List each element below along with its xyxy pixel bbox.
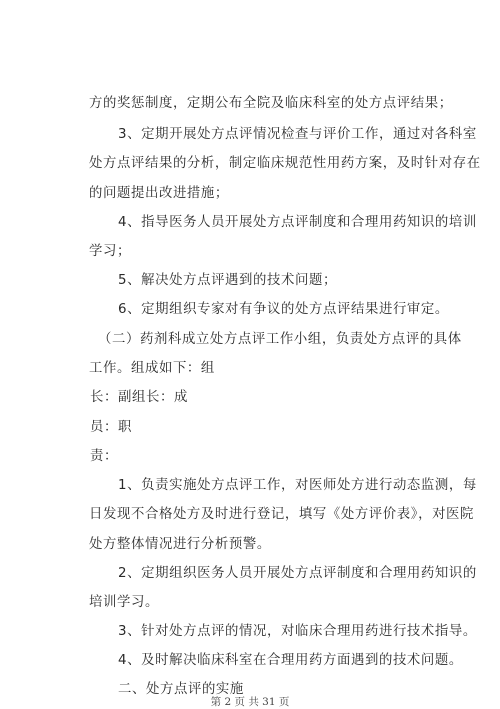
text-line: 4、及时解决临床科室在合理用药方面遇到的技术问题。 (118, 653, 463, 668)
text-line: 3、定期开展处方点评情况检查与评价工作，通过对各科室 (118, 127, 477, 142)
text-line: 责： (90, 449, 118, 464)
page-footer: 第 2 页 共 31 页 (210, 696, 290, 708)
text-line: 2、定期组织医务人员开展处方点评制度和合理用药知识的 (118, 566, 477, 581)
text-line: 的问题提出改进措施； (89, 186, 229, 201)
text-line: 工作。组成如下：组 (89, 361, 215, 376)
section-heading: 二、处方点评的实施 (118, 682, 244, 697)
text-line: 1、负责实施处方点评工作，对医师处方进行动态监测，每 (118, 478, 477, 493)
text-line: 处方点评结果的分析，制定临床规范性用药方案，及时针对存在 (89, 156, 481, 171)
text-line: 4、指导医务人员开展处方点评制度和合理用药知识的培训 (118, 215, 477, 230)
text-line: 长：副组长：成 (90, 390, 188, 405)
text-line: 5、解决处方点评遇到的技术问题； (118, 273, 337, 288)
text-line: 日发现不合格处方及时进行登记，填写《处方评价表》，对医院 (89, 507, 475, 522)
text-line: 处方整体情况进行分析预警。 (89, 537, 271, 552)
text-line: 方的奖惩制度，定期公布全院及临床科室的处方点评结果； (89, 96, 453, 111)
text-line: （二）药剂科成立处方点评工作小组，负责处方点评的具体 (98, 332, 462, 347)
text-line: 6、定期组织专家对有争议的处方点评结果进行审定。 (118, 302, 449, 317)
text-line: 3、针对处方点评的情况，对临床合理用药进行技术指导。 (118, 624, 477, 639)
text-line: 员：职 (90, 420, 132, 435)
text-line: 培训学习。 (89, 595, 159, 610)
text-line: 学习； (89, 244, 131, 259)
